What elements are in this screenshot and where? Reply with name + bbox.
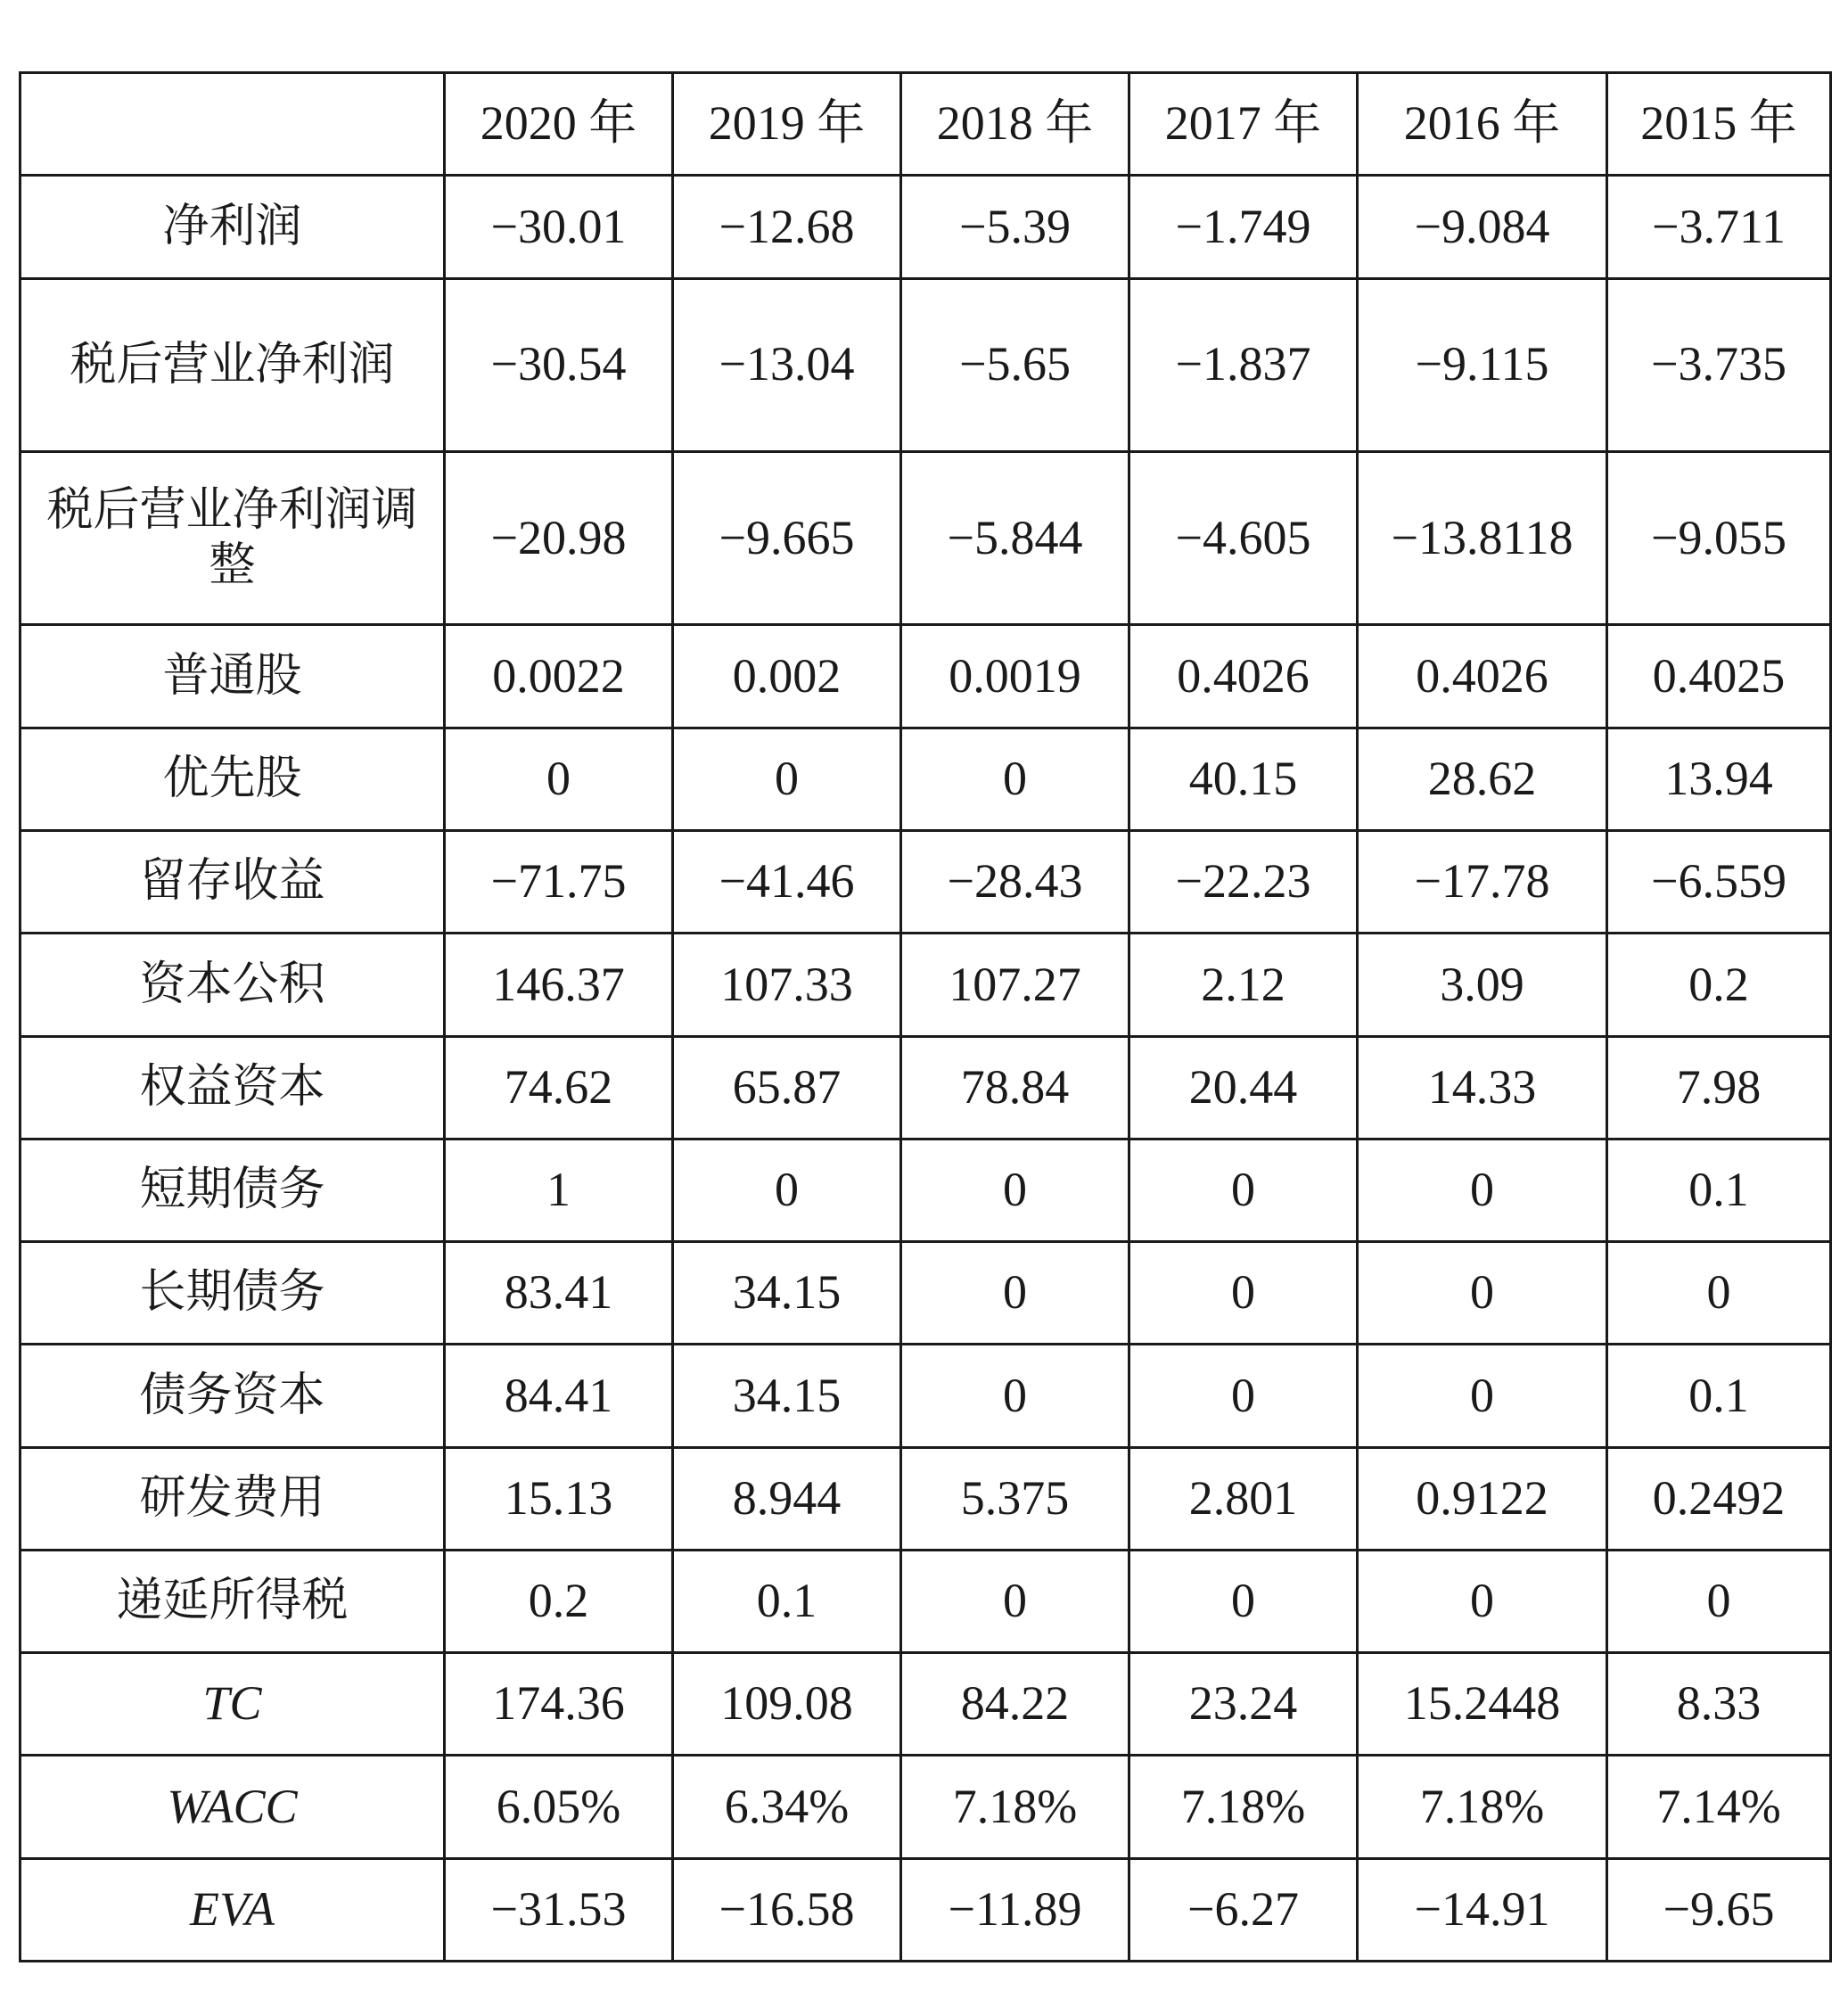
- table-cell: 20.44: [1129, 1036, 1358, 1139]
- table-cell: −17.78: [1358, 830, 1607, 933]
- table-cell: 7.18%: [1358, 1756, 1607, 1858]
- table-cell: 34.15: [673, 1242, 901, 1345]
- header-cell: 2018 年: [901, 73, 1129, 176]
- row-label: 短期债务: [21, 1139, 445, 1241]
- table-cell: 0: [901, 1242, 1129, 1345]
- header-cell: 2016 年: [1358, 73, 1607, 176]
- table-cell: 109.08: [673, 1653, 901, 1756]
- header-cell: 2017 年: [1129, 73, 1358, 176]
- header-cell: 2020 年: [445, 73, 673, 176]
- row-label: 资本公积: [21, 934, 445, 1036]
- table-cell: 7.98: [1607, 1036, 1831, 1139]
- table-cell: 0.1: [673, 1550, 901, 1652]
- table-cell: 0: [901, 1345, 1129, 1447]
- table-cell: 0: [1607, 1550, 1831, 1652]
- table-cell: 0.4026: [1129, 625, 1358, 728]
- table-cell: −9.65: [1607, 1858, 1831, 1961]
- table-cell: 28.62: [1358, 728, 1607, 830]
- header-row: [21, 73, 1831, 176]
- table-cell: 0: [901, 1550, 1129, 1652]
- table-cell: −6.559: [1607, 830, 1831, 933]
- table-cell: 5.375: [901, 1447, 1129, 1550]
- table-cell: 0.2: [445, 1550, 673, 1652]
- table-cell: −5.844: [901, 451, 1129, 624]
- table-cell: 2.801: [1129, 1447, 1358, 1550]
- table-row: [21, 1447, 1831, 1550]
- table-row: [21, 451, 1831, 624]
- table-row: [21, 1550, 1831, 1652]
- table-cell: 40.15: [1129, 728, 1358, 830]
- table-cell: −12.68: [673, 176, 901, 278]
- table-cell: 6.34%: [673, 1756, 901, 1858]
- row-label: 研发费用: [21, 1447, 445, 1550]
- table-row: [21, 1036, 1831, 1139]
- row-label: TC: [21, 1653, 445, 1756]
- table-cell: −16.58: [673, 1858, 901, 1961]
- table-cell: 0: [673, 1139, 901, 1241]
- table-cell: 14.33: [1358, 1036, 1607, 1139]
- table-cell: −41.46: [673, 830, 901, 933]
- table-row: [21, 1345, 1831, 1447]
- row-label: WACC: [21, 1756, 445, 1858]
- table-cell: −28.43: [901, 830, 1129, 933]
- table-row: [21, 1653, 1831, 1756]
- table-cell: 84.41: [445, 1345, 673, 1447]
- table-cell: 0.1: [1607, 1139, 1831, 1241]
- table-cell: 107.33: [673, 934, 901, 1036]
- row-label: 递延所得税: [21, 1550, 445, 1652]
- table-cell: 83.41: [445, 1242, 673, 1345]
- table-cell: −4.605: [1129, 451, 1358, 624]
- table-cell: −30.01: [445, 176, 673, 278]
- table-cell: 1: [445, 1139, 673, 1241]
- header-cell: 2015 年: [1607, 73, 1831, 176]
- row-label: 债务资本: [21, 1345, 445, 1447]
- table-cell: 0: [445, 728, 673, 830]
- table-cell: 8.33: [1607, 1653, 1831, 1756]
- table-cell: 0: [901, 728, 1129, 830]
- header-cell: 2019 年: [673, 73, 901, 176]
- table-cell: 15.13: [445, 1447, 673, 1550]
- table-cell: 0.4026: [1358, 625, 1607, 728]
- financial-table-container: [19, 71, 1829, 1962]
- table-cell: 7.18%: [901, 1756, 1129, 1858]
- table-cell: 65.87: [673, 1036, 901, 1139]
- corner-cell: [21, 73, 445, 176]
- table-cell: 0: [1129, 1550, 1358, 1652]
- table-cell: −9.115: [1358, 278, 1607, 451]
- table-cell: 0.0022: [445, 625, 673, 728]
- table-cell: 0.2: [1607, 934, 1831, 1036]
- table-cell: −20.98: [445, 451, 673, 624]
- table-cell: −71.75: [445, 830, 673, 933]
- table-cell: 0.2492: [1607, 1447, 1831, 1550]
- table-cell: −13.8118: [1358, 451, 1607, 624]
- table-cell: 23.24: [1129, 1653, 1358, 1756]
- table-row: [21, 728, 1831, 830]
- table-cell: 13.94: [1607, 728, 1831, 830]
- table-cell: 0: [1129, 1139, 1358, 1241]
- table-cell: −3.735: [1607, 278, 1831, 451]
- table-cell: 0.1: [1607, 1345, 1831, 1447]
- table-row: [21, 830, 1831, 933]
- table-cell: 84.22: [901, 1653, 1129, 1756]
- table-cell: −6.27: [1129, 1858, 1358, 1961]
- table-cell: −5.65: [901, 278, 1129, 451]
- table-cell: −14.91: [1358, 1858, 1607, 1961]
- table-cell: 78.84: [901, 1036, 1129, 1139]
- table-cell: 0: [1358, 1345, 1607, 1447]
- table-cell: 174.36: [445, 1653, 673, 1756]
- table-cell: 15.2448: [1358, 1653, 1607, 1756]
- table-cell: 0: [1358, 1139, 1607, 1241]
- row-label: 普通股: [21, 625, 445, 728]
- table-row: [21, 1242, 1831, 1345]
- table-cell: 0: [1129, 1345, 1358, 1447]
- row-label: 税后营业净利润调整: [21, 451, 445, 624]
- table-row: [21, 1858, 1831, 1961]
- table-cell: 74.62: [445, 1036, 673, 1139]
- table-cell: 0: [673, 728, 901, 830]
- table-cell: 0: [1607, 1242, 1831, 1345]
- row-label: 长期债务: [21, 1242, 445, 1345]
- row-label: 税后营业净利润: [21, 278, 445, 451]
- table-cell: −11.89: [901, 1858, 1129, 1961]
- table-cell: 34.15: [673, 1345, 901, 1447]
- table-cell: −30.54: [445, 278, 673, 451]
- financial-table: [19, 71, 1832, 1962]
- table-cell: −22.23: [1129, 830, 1358, 933]
- row-label: 权益资本: [21, 1036, 445, 1139]
- table-row: [21, 1139, 1831, 1241]
- table-row: [21, 176, 1831, 278]
- table-cell: 8.944: [673, 1447, 901, 1550]
- table-cell: 6.05%: [445, 1756, 673, 1858]
- table-cell: 7.18%: [1129, 1756, 1358, 1858]
- table-cell: −9.055: [1607, 451, 1831, 624]
- table-cell: −3.711: [1607, 176, 1831, 278]
- table-cell: 0.0019: [901, 625, 1129, 728]
- table-row: [21, 934, 1831, 1036]
- table-cell: −5.39: [901, 176, 1129, 278]
- table-cell: 146.37: [445, 934, 673, 1036]
- table-cell: 0.9122: [1358, 1447, 1607, 1550]
- table-row: [21, 1756, 1831, 1858]
- table-cell: 0: [1129, 1242, 1358, 1345]
- table-cell: −1.749: [1129, 176, 1358, 278]
- table-cell: −13.04: [673, 278, 901, 451]
- table-cell: 107.27: [901, 934, 1129, 1036]
- table-cell: −31.53: [445, 1858, 673, 1961]
- table-cell: −9.665: [673, 451, 901, 624]
- table-row: [21, 278, 1831, 451]
- row-label: EVA: [21, 1858, 445, 1961]
- table-cell: 3.09: [1358, 934, 1607, 1036]
- table-cell: 0: [1358, 1550, 1607, 1652]
- row-label: 净利润: [21, 176, 445, 278]
- row-label: 留存收益: [21, 830, 445, 933]
- row-label: 优先股: [21, 728, 445, 830]
- table-cell: 0: [1358, 1242, 1607, 1345]
- table-row: [21, 625, 1831, 728]
- table-cell: −1.837: [1129, 278, 1358, 451]
- table-cell: −9.084: [1358, 176, 1607, 278]
- table-cell: 2.12: [1129, 934, 1358, 1036]
- table-cell: 0.002: [673, 625, 901, 728]
- table-cell: 0: [901, 1139, 1129, 1241]
- table-cell: 0.4025: [1607, 625, 1831, 728]
- table-cell: 7.14%: [1607, 1756, 1831, 1858]
